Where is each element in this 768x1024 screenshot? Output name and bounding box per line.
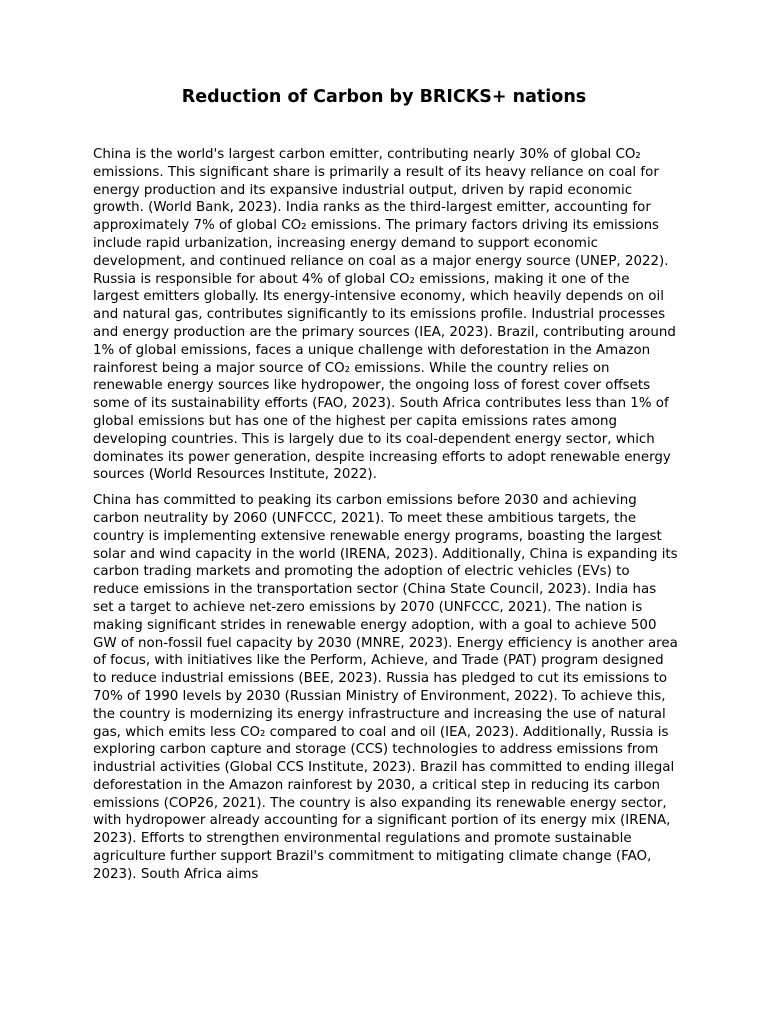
- paragraph-emissions-by-country: China is the world's largest carbon emitter, contributing nearly 30% of global CO₂ emissions. This significant share is primarily a result of its heavy reliance on coal for energy production and its expansive industrial output, driven by rapid economic growth. (World Bank, 2023). India ranks as the third-largest emitter, accounting for approximately 7% of global CO₂ emissions. The primary factors driving its emissions include rapid urbanization, increasing energy demand to support economic development, and continued reliance on coal as a major energy source (UNEP, 2022). Russia is responsible for about 4% of global CO₂ emissions, making it one of the largest emitters globally. Its energy-intensive economy, which heavily depends on oil and natural gas, contributes significantly to its emissions profile. Industrial processes and energy production are the primary sources (IEA, 2023). Brazil, contributing around 1% of global emissions, faces a unique challenge with deforestation in the Amazon rainforest being a major source of CO₂ emissions. While the country relies on renewable energy sources like hydropower, the ongoing loss of forest cover offsets some of its sustainability efforts (FAO, 2023). South Africa contributes less than 1% of global emissions but has one of the highest per capita emissions rates among developing countries. This is largely due to its coal-dependent energy sector, which dominates its power generation, despite increasing efforts to adopt renewable energy sources (World Resources Institute, 2022).: [93, 147, 676, 483]
- document-title: Reduction of Carbon by BRICKS+ nations: [181, 87, 587, 107]
- paragraph-climate-commitments: China has committed to peaking its carbon emissions before 2030 and achieving carbon neutrality by 2060 (UNFCCC, 2021). To meet these ambitious targets, the country is implementing extensive renewable energy programs, boasting the largest solar and wind capacity in the world (IRENA, 2023). Additionally, China is expanding its carbon trading markets and promoting the adoption of electric vehicles (EVs) to reduce emissions in the transportation sector (China State Council, 2023). India has set a target to achieve net-zero emissions by 2070 (UNFCCC, 2021). The nation is making significant strides in renewable energy adoption, with a goal to achieve 500 GW of non-fossil fuel capacity by 2030 (MNRE, 2023). Energy efficiency is another area of focus, with initiatives like the Perform, Achieve, and Trade (PAT) program designed to reduce industrial emissions (BEE, 2023). Russia has pledged to cut its emissions to 70% of 1990 levels by 2030 (Russian Ministry of Environment, 2022). To achieve this, the country is modernizing its energy infrastructure and increasing the use of natural gas, which emits less CO₂ compared to coal and oil (IEA, 2023). Additionally, Russia is exploring carbon capture and storage (CCS) technologies to address emissions from industrial activities (Global CCS Institute, 2023). Brazil has committed to ending illegal deforestation in the Amazon rainforest by 2030, a critical step in reducing its carbon emissions (COP26, 2021). The country is also expanding its renewable energy sector, with hydropower already accounting for a significant portion of its energy mix (IRENA, 2023). Efforts to strengthen environmental regulations and promote sustainable agriculture further support Brazil's commitment to mitigating climate change (FAO, 2023). South Africa aims: [93, 493, 678, 882]
- document-body: [93, 146, 678, 892]
